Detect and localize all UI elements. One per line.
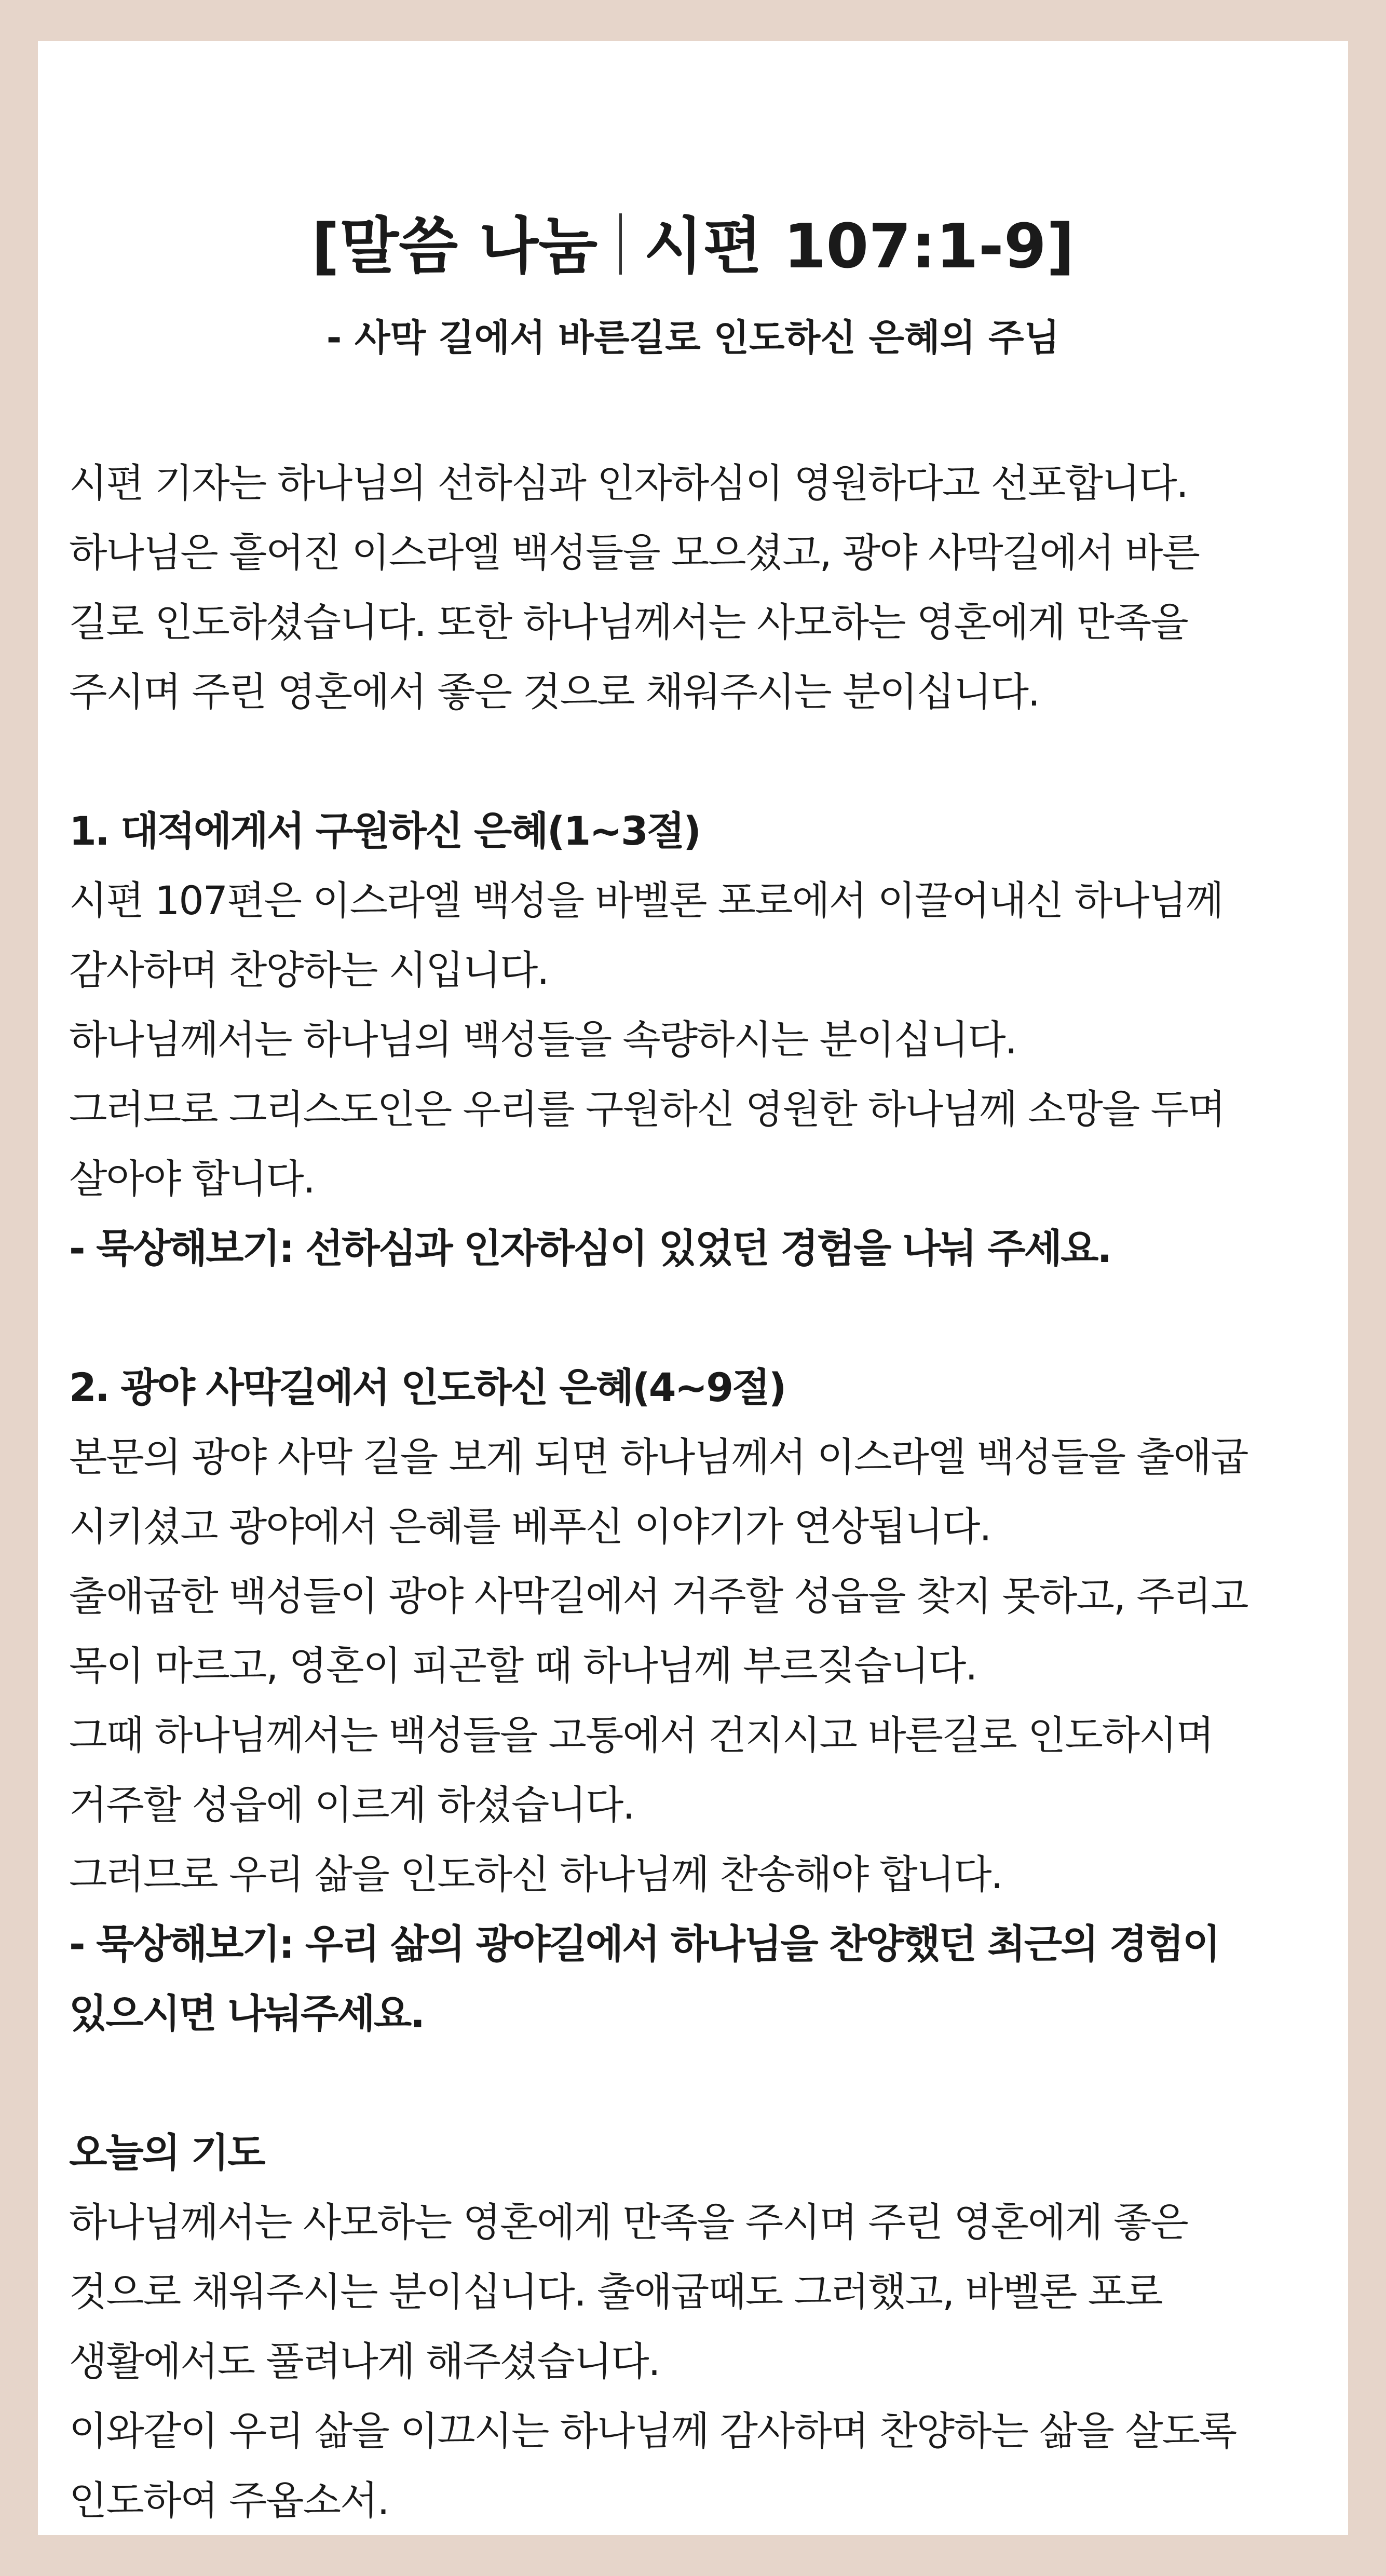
intro-line: 시편 기자는 하나님의 선하심과 인자하심이 영원하다고 선포합니다. bbox=[69, 460, 1188, 506]
section2-line: 출애굽한 백성들이 광야 사막길에서 거주할 성읍을 찾지 못하고, 주리고 bbox=[69, 1573, 1248, 1619]
section2-reflection: 있으시면 나눠주세요. bbox=[69, 1990, 424, 2037]
prayer-line: 생활에서도 풀려나게 해주셨습니다. bbox=[69, 2338, 660, 2384]
page-title bbox=[38, 207, 1348, 285]
section1-line: 감사하며 찬양하는 시입니다. bbox=[69, 947, 549, 993]
section1-line: 살아야 합니다. bbox=[69, 1156, 315, 1202]
section1-line: 시편 107편은 이스라엘 백성을 바벨론 포로에서 이끌어내신 하나님께 bbox=[69, 877, 1223, 924]
section2-reflection: - 묵상해보기: 우리 삶의 광야길에서 하나님을 찬양했던 최근의 경험이 bbox=[69, 1921, 1219, 1967]
title-divider bbox=[619, 213, 622, 275]
title-right: 시편 107:1-9] bbox=[644, 210, 1075, 282]
intro-line: 주시며 주린 영혼에서 좋은 것으로 채워주시는 분이십니다. bbox=[69, 669, 1040, 715]
prayer-line: 이와같이 우리 삶을 이끄시는 하나님께 감사하며 찬양하는 삶을 살도록 bbox=[69, 2408, 1236, 2454]
section2-line: 시키셨고 광야에서 은혜를 베푸신 이야기가 연상됩니다. bbox=[69, 1503, 991, 1550]
section2-line: 본문의 광야 사막 길을 보게 되면 하나님께서 이스라엘 백성들을 출애굽 bbox=[69, 1434, 1248, 1480]
prayer-line: 하나님께서는 사모하는 영혼에게 만족을 주시며 주린 영혼에게 좋은 bbox=[69, 2199, 1188, 2245]
section1-line: 하나님께서는 하나님의 백성들을 속량하시는 분이십니다. bbox=[69, 1016, 1016, 1063]
section2-line: 그러므로 우리 삶을 인도하신 하나님께 찬송해야 합니다. bbox=[69, 1851, 1002, 1897]
paragraph-gap bbox=[69, 727, 1346, 796]
section1-line: 그러므로 그리스도인은 우리를 구원하신 영원한 하나님께 소망을 두며 bbox=[69, 1086, 1225, 1132]
body-text bbox=[69, 449, 1346, 2536]
prayer-line: 것으로 채워주시는 분이십니다. 출애굽때도 그러했고, 바벨론 포로 bbox=[69, 2269, 1162, 2315]
paragraph-gap bbox=[69, 2049, 1346, 2118]
section2-line: 목이 마르고, 영혼이 피곤할 때 하나님께 부르짖습니다. bbox=[69, 1643, 977, 1689]
intro-line: 하나님은 흩어진 이스라엘 백성들을 모으셨고, 광야 사막길에서 바른 bbox=[69, 530, 1199, 576]
prayer-line: 인도하여 주옵소서. bbox=[69, 2477, 389, 2524]
section1-reflection: - 묵상해보기: 선하심과 인자하심이 있었던 경험을 나눠 주세요. bbox=[69, 1225, 1111, 1271]
paragraph-gap bbox=[69, 1283, 1346, 1353]
intro-line: 길로 인도하셨습니다. 또한 하나님께서는 사모하는 영혼에게 만족을 bbox=[69, 599, 1188, 645]
section2-line: 그때 하나님께서는 백성들을 고통에서 건지시고 바른길로 인도하시며 bbox=[69, 1712, 1214, 1758]
title-left: [말씀 나눔 bbox=[311, 210, 598, 282]
section2-heading: 2. 광야 사막길에서 인도하신 은혜(4~9절) bbox=[69, 1364, 785, 1411]
section1-heading: 1. 대적에게서 구원하신 은혜(1~3절) bbox=[69, 808, 700, 854]
content-card bbox=[38, 41, 1348, 2535]
section2-line: 거주할 성읍에 이르게 하셨습니다. bbox=[69, 1782, 634, 1828]
prayer-heading: 오늘의 기도 bbox=[69, 2130, 264, 2176]
page-subtitle: - 사막 길에서 바른길로 인도하신 은혜의 주님 bbox=[326, 316, 1060, 359]
